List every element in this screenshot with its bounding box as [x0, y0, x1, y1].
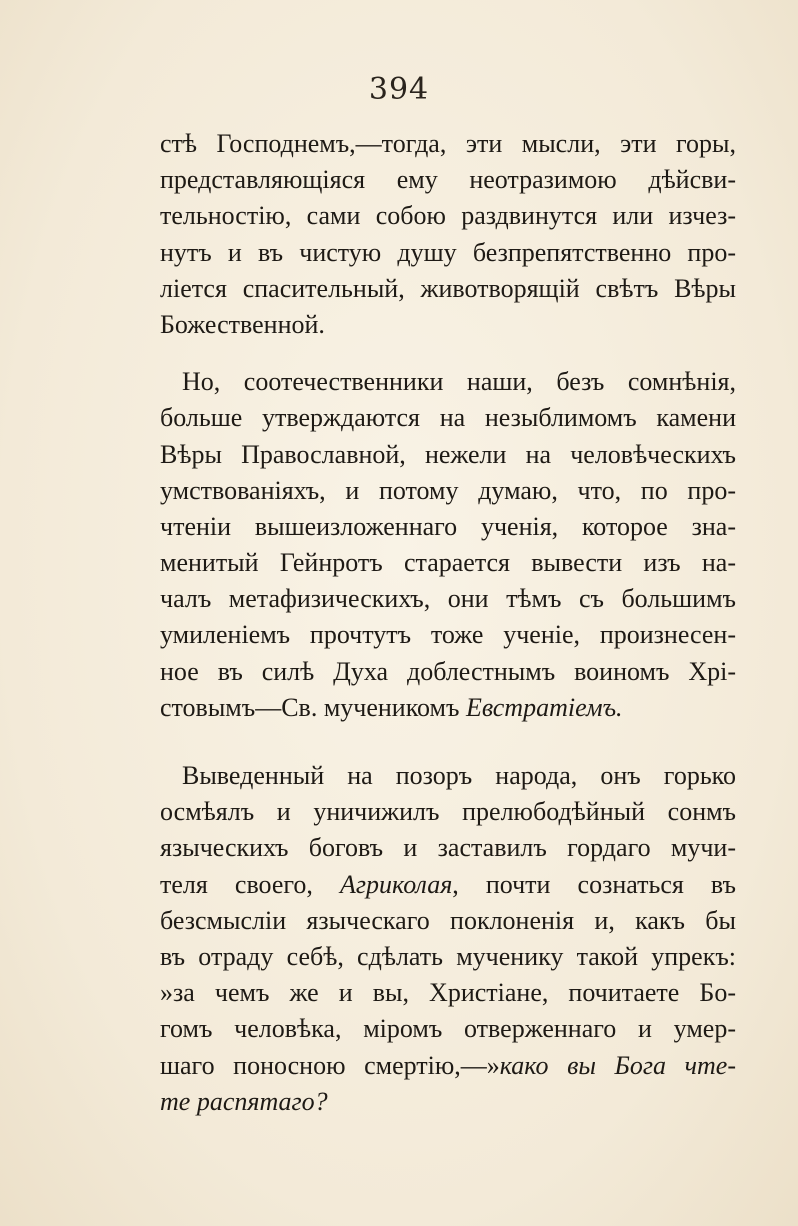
text-line: Но, соотечественники наши, безъ сомнѣнія, — [182, 367, 736, 397]
text-span: , почти сознаться въ — [452, 869, 736, 899]
text-line: менитый Гейнротъ старается вывести изъ на- — [160, 548, 736, 578]
text-line: умствованіяхъ, и потому думаю, что, по про- — [160, 475, 736, 505]
text-line: Выведенный на позоръ народа, онъ горько — [182, 761, 736, 790]
text-line — [160, 1048, 736, 1084]
text-line: въ отраду себѣ, сдѣлать мученику такой упрекъ: — [160, 941, 736, 971]
text-line: Вѣры Православной, нежели на человѣческихъ — [160, 439, 736, 469]
text-line: тельностію, сами собою раздвинутся или изчез- — [160, 201, 736, 231]
italic-name: Евстратіемъ. — [465, 692, 623, 722]
text-span: теля своего, — [160, 869, 340, 899]
paragraph-1 — [160, 126, 736, 343]
page-number: 394 — [368, 72, 430, 107]
text-line: больше утверждаются на незыблимомъ камени — [160, 403, 736, 433]
text-line: чтеніи вышеизложеннаго ученія, которое зна- — [160, 511, 736, 541]
text-line: безсмысліи языческаго поклоненія и, какъ бы — [160, 905, 736, 935]
italic-quote: те распятаго? — [160, 1086, 328, 1116]
italic-quote: како вы Бога чте- — [499, 1050, 736, 1080]
text-line — [160, 690, 736, 726]
text-line: ліется спасительный, животворящій свѣтъ Вѣры — [160, 273, 736, 303]
text-line: чалъ метафизическихъ, они тѣмъ съ большимъ — [160, 584, 736, 614]
paragraph-2 — [160, 364, 736, 726]
text-body — [160, 126, 736, 1120]
text-line — [160, 867, 736, 903]
text-line: »за чемъ же и вы, Христіане, почитаете Бо- — [160, 978, 736, 1008]
text-line: нутъ и въ чистую душу безпрепятственно про- — [160, 237, 736, 267]
text-line: осмѣялъ и уничижилъ прелюбодѣйный сонмъ — [160, 797, 736, 827]
text-line: гомъ человѣка, міромъ отверженнаго и умер- — [160, 1014, 736, 1044]
text-span: шаго поносною смертію,—» — [160, 1050, 500, 1080]
text-line: представляющіяся ему неотразимою дѣйсви- — [160, 165, 736, 195]
text-line: стѣ Господнемъ,—тогда, эти мысли, эти горы, — [160, 129, 736, 158]
text-line: языческихъ боговъ и заставилъ гордаго мучи- — [160, 833, 736, 863]
text-span: стовымъ—Св. мученикомъ — [160, 692, 466, 722]
text-line — [160, 1084, 736, 1120]
text-line: умиленіемъ прочтутъ тоже ученіе, произнесен- — [160, 620, 736, 650]
paragraph-3 — [160, 758, 736, 1120]
text-line: Божественной. — [160, 309, 325, 339]
italic-name: Агриколая — [340, 869, 453, 899]
text-line: ное въ силѣ Духа доблестнымъ воиномъ Хрі- — [160, 656, 736, 686]
